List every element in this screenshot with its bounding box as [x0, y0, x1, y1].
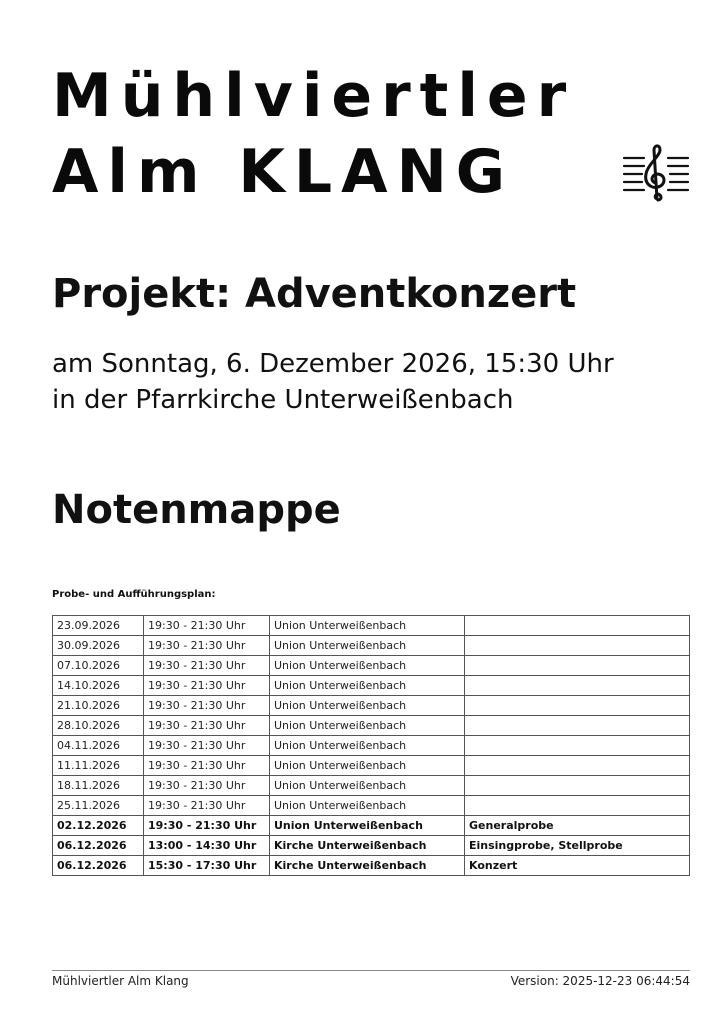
schedule-table [52, 615, 690, 876]
schedule-place: Union Unterweißenbach [270, 636, 465, 656]
schedule-note [465, 776, 690, 796]
schedule-time: 19:30 - 21:30 Uhr [144, 716, 270, 736]
schedule-time: 15:30 - 17:30 Uhr [144, 856, 270, 876]
schedule-date: 06.12.2026 [53, 836, 144, 856]
schedule-time: 19:30 - 21:30 Uhr [144, 816, 270, 836]
schedule-time: 13:00 - 14:30 Uhr [144, 836, 270, 856]
treble-clef-icon [622, 142, 690, 208]
schedule-date: 30.09.2026 [53, 636, 144, 656]
schedule-date: 23.09.2026 [53, 616, 144, 636]
schedule-note: Generalprobe [465, 816, 690, 836]
schedule-date: 11.11.2026 [53, 756, 144, 776]
table-row [53, 676, 690, 696]
table-row [53, 736, 690, 756]
schedule-date: 04.11.2026 [53, 736, 144, 756]
schedule-place: Union Unterweißenbach [270, 616, 465, 636]
schedule-note [465, 716, 690, 736]
schedule-time: 19:30 - 21:30 Uhr [144, 656, 270, 676]
schedule-place: Union Unterweißenbach [270, 816, 465, 836]
schedule-date: 02.12.2026 [53, 816, 144, 836]
footer-divider [52, 970, 690, 971]
table-row [53, 856, 690, 876]
section-title: Notenmappe [52, 487, 341, 533]
schedule-date: 25.11.2026 [53, 796, 144, 816]
schedule-time: 19:30 - 21:30 Uhr [144, 736, 270, 756]
project-location: in der Pfarrkirche Unterweißenbach [52, 385, 514, 415]
schedule-place: Union Unterweißenbach [270, 776, 465, 796]
schedule-date: 07.10.2026 [53, 656, 144, 676]
schedule-place: Union Unterweißenbach [270, 736, 465, 756]
schedule-note [465, 736, 690, 756]
schedule-place: Kirche Unterweißenbach [270, 856, 465, 876]
table-row [53, 836, 690, 856]
table-row [53, 816, 690, 836]
table-row [53, 636, 690, 656]
table-row [53, 656, 690, 676]
plan-title: Probe- und Aufführungsplan: [52, 589, 216, 600]
footer-version: Version: 2025-12-23 06:44:54 [510, 974, 690, 988]
project-title: Projekt: Adventkonzert [52, 271, 577, 317]
schedule-place: Union Unterweißenbach [270, 756, 465, 776]
schedule-time: 19:30 - 21:30 Uhr [144, 756, 270, 776]
schedule-date: 14.10.2026 [53, 676, 144, 696]
schedule-time: 19:30 - 21:30 Uhr [144, 616, 270, 636]
table-row [53, 716, 690, 736]
schedule-place: Union Unterweißenbach [270, 716, 465, 736]
table-row [53, 796, 690, 816]
schedule-place: Union Unterweißenbach [270, 676, 465, 696]
logo-line-1: Mühlviertler [52, 61, 576, 131]
footer-org-name: Mühlviertler Alm Klang [52, 974, 189, 988]
schedule-date: 21.10.2026 [53, 696, 144, 716]
schedule-time: 19:30 - 21:30 Uhr [144, 676, 270, 696]
table-row [53, 756, 690, 776]
table-row [53, 616, 690, 636]
schedule-note [465, 636, 690, 656]
schedule-note [465, 796, 690, 816]
schedule-note [465, 696, 690, 716]
schedule-note [465, 616, 690, 636]
schedule-note [465, 656, 690, 676]
table-row [53, 776, 690, 796]
schedule-time: 19:30 - 21:30 Uhr [144, 776, 270, 796]
schedule-time: 19:30 - 21:30 Uhr [144, 696, 270, 716]
schedule-note: Einsingprobe, Stellprobe [465, 836, 690, 856]
schedule-place: Union Unterweißenbach [270, 656, 465, 676]
schedule-place: Union Unterweißenbach [270, 696, 465, 716]
schedule-place: Union Unterweißenbach [270, 796, 465, 816]
schedule-note [465, 756, 690, 776]
schedule-time: 19:30 - 21:30 Uhr [144, 636, 270, 656]
schedule-date: 18.11.2026 [53, 776, 144, 796]
schedule-time: 19:30 - 21:30 Uhr [144, 796, 270, 816]
schedule-date: 06.12.2026 [53, 856, 144, 876]
table-row [53, 696, 690, 716]
schedule-note [465, 676, 690, 696]
project-date: am Sonntag, 6. Dezember 2026, 15:30 Uhr [52, 349, 614, 379]
schedule-place: Kirche Unterweißenbach [270, 836, 465, 856]
schedule-date: 28.10.2026 [53, 716, 144, 736]
logo-line-2: Alm KLANG [52, 137, 515, 207]
schedule-note: Konzert [465, 856, 690, 876]
